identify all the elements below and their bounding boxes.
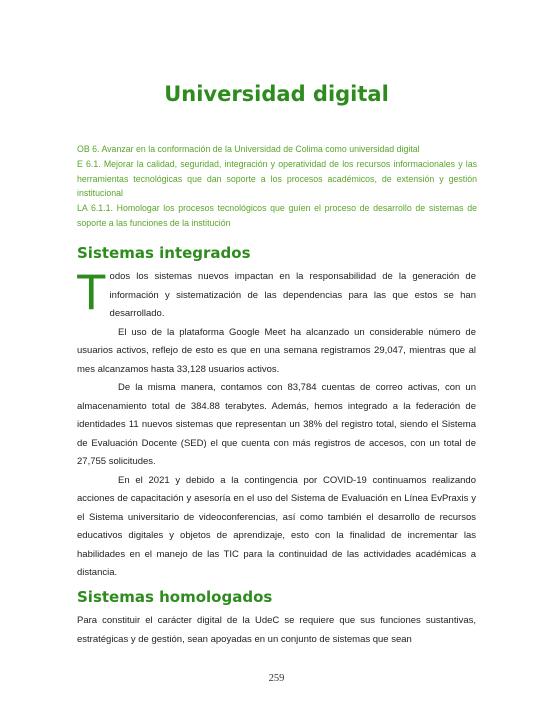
page-number: 259 — [268, 673, 285, 684]
objective-e: E 6.1. Mejorar la calidad, seguridad, integración y operatividad de los recursos informacionales y las herramientas tecnológicas que dan soporte a los procesos académicos, de extensión y gestión institucional — [77, 158, 477, 199]
section-body-homologated — [77, 612, 476, 649]
section-heading-homologated: Sistemas homologados — [77, 588, 273, 606]
page-title: Universidad digital — [164, 82, 389, 107]
first-paragraph-text: odos los sistemas nuevos impactan en la responsabilidad de la generación de información y sistematización de las dependencias para las que estos se han desarrollado. — [109, 271, 476, 319]
objectives-block — [77, 142, 477, 231]
objective-la: LA 6.1.1. Homologar los procesos tecnológicos que guíen el proceso de desarrollo de sistemas de soporte a las funciones de la institución — [77, 203, 477, 228]
section-body-integrated — [76, 264, 476, 583]
drop-cap: T — [76, 264, 107, 320]
first-paragraph — [76, 264, 476, 324]
paragraph: El uso de la plataforma Google Meet ha alcanzado un considerable número de usuarios activos, reflejo de esto es que en una semana registramos 29,047, mientras que al mes alcanzamos hasta 33,128 usuarios activos. — [77, 326, 476, 375]
section-heading-integrated: Sistemas integrados — [77, 244, 251, 262]
paragraph: De la misma manera, contamos con 83,784 cuentas de correo activas, con un almacenamiento total de 384.88 terabytes. Además, hemos integrado a la federación de identidades 11 nuevos sistemas que representan un 38% del registro total, siendo el Sistema de Evaluación Docente (SED) el que cuenta con más registros de accesos, con un total de 27,755 solicitudes. — [77, 382, 476, 467]
paragraph: Para constituir el carácter digital de la UdeC se requiere que sus funciones sustantivas, estratégicas y de gestión, sean apoyadas en un conjunto de sistemas que sean — [77, 615, 476, 645]
paragraph: En el 2021 y debido a la contingencia por COVID-19 continuamos realizando acciones de capacitación y asesoría en el uso del Sistema de Evaluación en Línea EvPraxis y el Sistema universitario de videoconferencias, así como también el desarrollo de recursos educativos digitales y objetos de aprendizaje, esto con la finalidad de incrementar las habilidades en el manejo de las TIC para la continuidad de las actividades académicas a distancia. — [77, 474, 476, 578]
objective-ob: OB 6. Avanzar en la conformación de la Universidad de Colima como universidad digital — [77, 144, 420, 154]
